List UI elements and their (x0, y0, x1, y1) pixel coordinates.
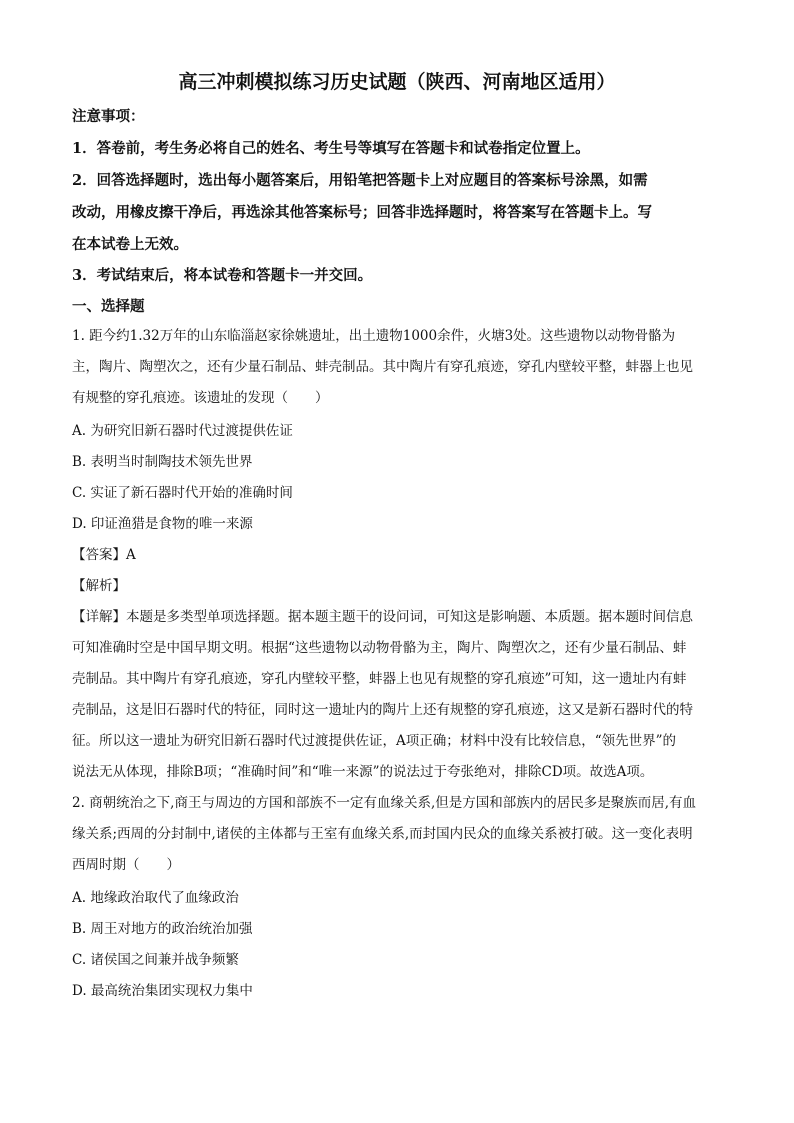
q2-option-d: D. 最高统治集团实现权力集中 (72, 983, 253, 999)
notes-line: 2．回答选择题时，选出每小题答案后，用铅笔把答题卡上对应题目的答案标号涂黑，如需 (72, 172, 648, 189)
q1-detail-line: 征。所以这一遗址为研究旧新石器时代过渡提供佐证，A项正确；材料中没有比较信息，“领先世界”的 (72, 733, 677, 749)
notes-line: 3．考试结束后，将本试卷和答题卡一并交回。 (72, 267, 373, 284)
page-title: 高三冲刺模拟练习历史试题（陕西、河南地区适用） (178, 71, 616, 93)
q1-detail-line: 可知准确时空是中国早期文明。根据“这些遗物以动物骨骼为主，陶片、陶塑次之，还有少量石制品、蚌 (72, 640, 687, 656)
q1-stem-line: 主，陶片、陶塑次之，还有少量石制品、蚌壳制品。其中陶片有穿孔痕迹，穿孔内壁较平整，蚌器上也见 (72, 359, 693, 375)
q2-stem-line: 2. 商朝统治之下,商王与周边的方国和部族不一定有血缘关系,但是方国和部族内的居民多是聚族而居,有血 (72, 795, 697, 811)
q1-option-b: B. 表明当时制陶技术领先世界 (72, 454, 253, 470)
q1-option-a: A. 为研究旧新石器时代过渡提供佐证 (72, 423, 293, 439)
q1-detail-line: 壳制品。其中陶片有穿孔痕迹，穿孔内壁较平整，蚌器上也见有规整的穿孔痕迹”可知，这一遗址内有蚌 (72, 671, 687, 687)
notes-line: 在本试卷上无效。 (72, 236, 188, 253)
notes-line: 改动，用橡皮擦干净后，再选涂其他答案标号；回答非选择题时，将答案写在答题卡上。写 (72, 204, 652, 221)
notes-line: 1．答卷前，考生务必将自己的姓名、考生号等填写在答题卡和试卷指定位置上。 (72, 140, 590, 157)
q2-option-b: B. 周王对地方的政治统治加强 (72, 921, 253, 937)
q1-analysis-label: 【解析】 (72, 578, 126, 594)
q1-detail-line: 说法无从体现，排除B项；“准确时间”和“唯一来源”的说法过于夸张绝对，排除CD项。故选A项。 (72, 764, 654, 780)
q2-option-a: A. 地缘政治取代了血缘政治 (72, 890, 239, 906)
q1-answer: 【答案】A (72, 547, 136, 563)
q2-option-c: C. 诸侯国之间兼并战争频繁 (72, 952, 239, 968)
q1-stem-line: 1. 距今约1.32万年的山东临淄赵家徐姚遗址，出土遗物1000余件，火塘3处。这些遗物以动物骨骼为 (72, 328, 676, 344)
q1-detail-line: 壳制品，这是旧石器时代的特征，同时这一遗址内的陶片上还有规整的穿孔痕迹，这又是新石器时代的特 (72, 702, 693, 718)
q2-stem-line: 缘关系;西周的分封制中,诸侯的主体都与王室有血缘关系,而封国内民众的血缘关系被打破。这一变化表明 (72, 826, 693, 842)
q2-stem-line: 西周时期（ ） (72, 857, 180, 873)
q1-detail-line: 【详解】本题是多类型单项选择题。据本题主题干的设问词，可知这是影响题、本质题。据本题时间信息 (72, 609, 693, 625)
q1-option-d: D. 印证渔猎是食物的唯一来源 (72, 516, 253, 532)
q1-option-c: C. 实证了新石器时代开始的准确时间 (72, 485, 293, 501)
q1-stem-line: 有规整的穿孔痕迹。该遗址的发现（ ） (72, 390, 329, 406)
notes-heading: 注意事项： (72, 108, 145, 125)
section-heading: 一、选择题 (72, 298, 145, 315)
